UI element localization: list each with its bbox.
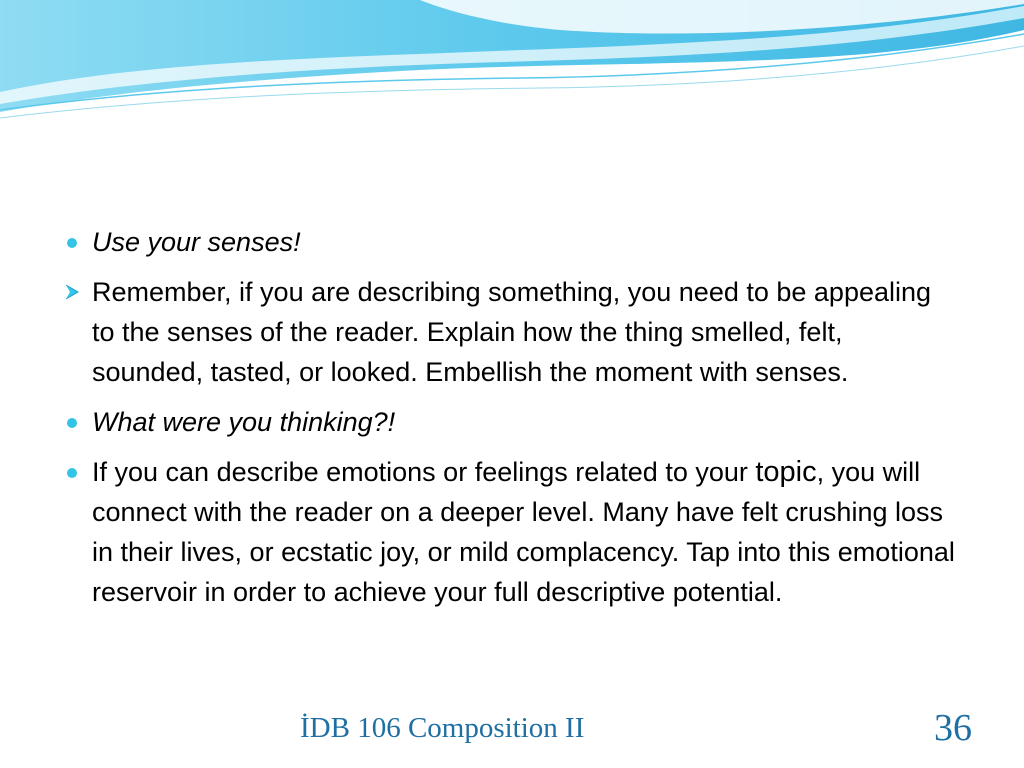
bullet-remember — [60, 272, 960, 392]
bullet-what-thinking — [60, 402, 960, 442]
bullet-text-part-b: , you will connect with the reader on a deeper level. Many have felt crushing loss in their lives, or ecstatic joy, or mild complacency. Tap into this emotional reservoir in order to achieve your full descriptive potential. — [92, 457, 955, 607]
footer-title: İDB 106 Composition II — [300, 712, 585, 744]
bullet-text-topic: topic — [755, 456, 817, 488]
bullet-use-senses — [60, 222, 960, 262]
bullet-text — [92, 457, 955, 607]
slide-body — [60, 222, 960, 622]
bullet-dot-icon — [64, 222, 88, 262]
bullet-emotions — [60, 452, 960, 612]
bullet-text: Use your senses! — [92, 227, 301, 257]
bullet-dot-icon — [64, 452, 88, 492]
bullet-text-part-a: If you can describe emotions or feelings related to your — [92, 457, 756, 487]
bullet-text: Remember, if you are describing something, you need to be appealing to the senses of the reader. Explain how the thing smelled, felt, sounded, tasted, or looked. Embellish the moment with senses. — [92, 277, 932, 387]
bullet-dot-icon — [64, 402, 88, 442]
header-wave-decoration — [0, 0, 1024, 130]
bullet-text: What were you thinking?! — [92, 407, 396, 437]
page-number: 36 — [934, 707, 972, 749]
bullet-arrow-icon — [64, 272, 88, 312]
